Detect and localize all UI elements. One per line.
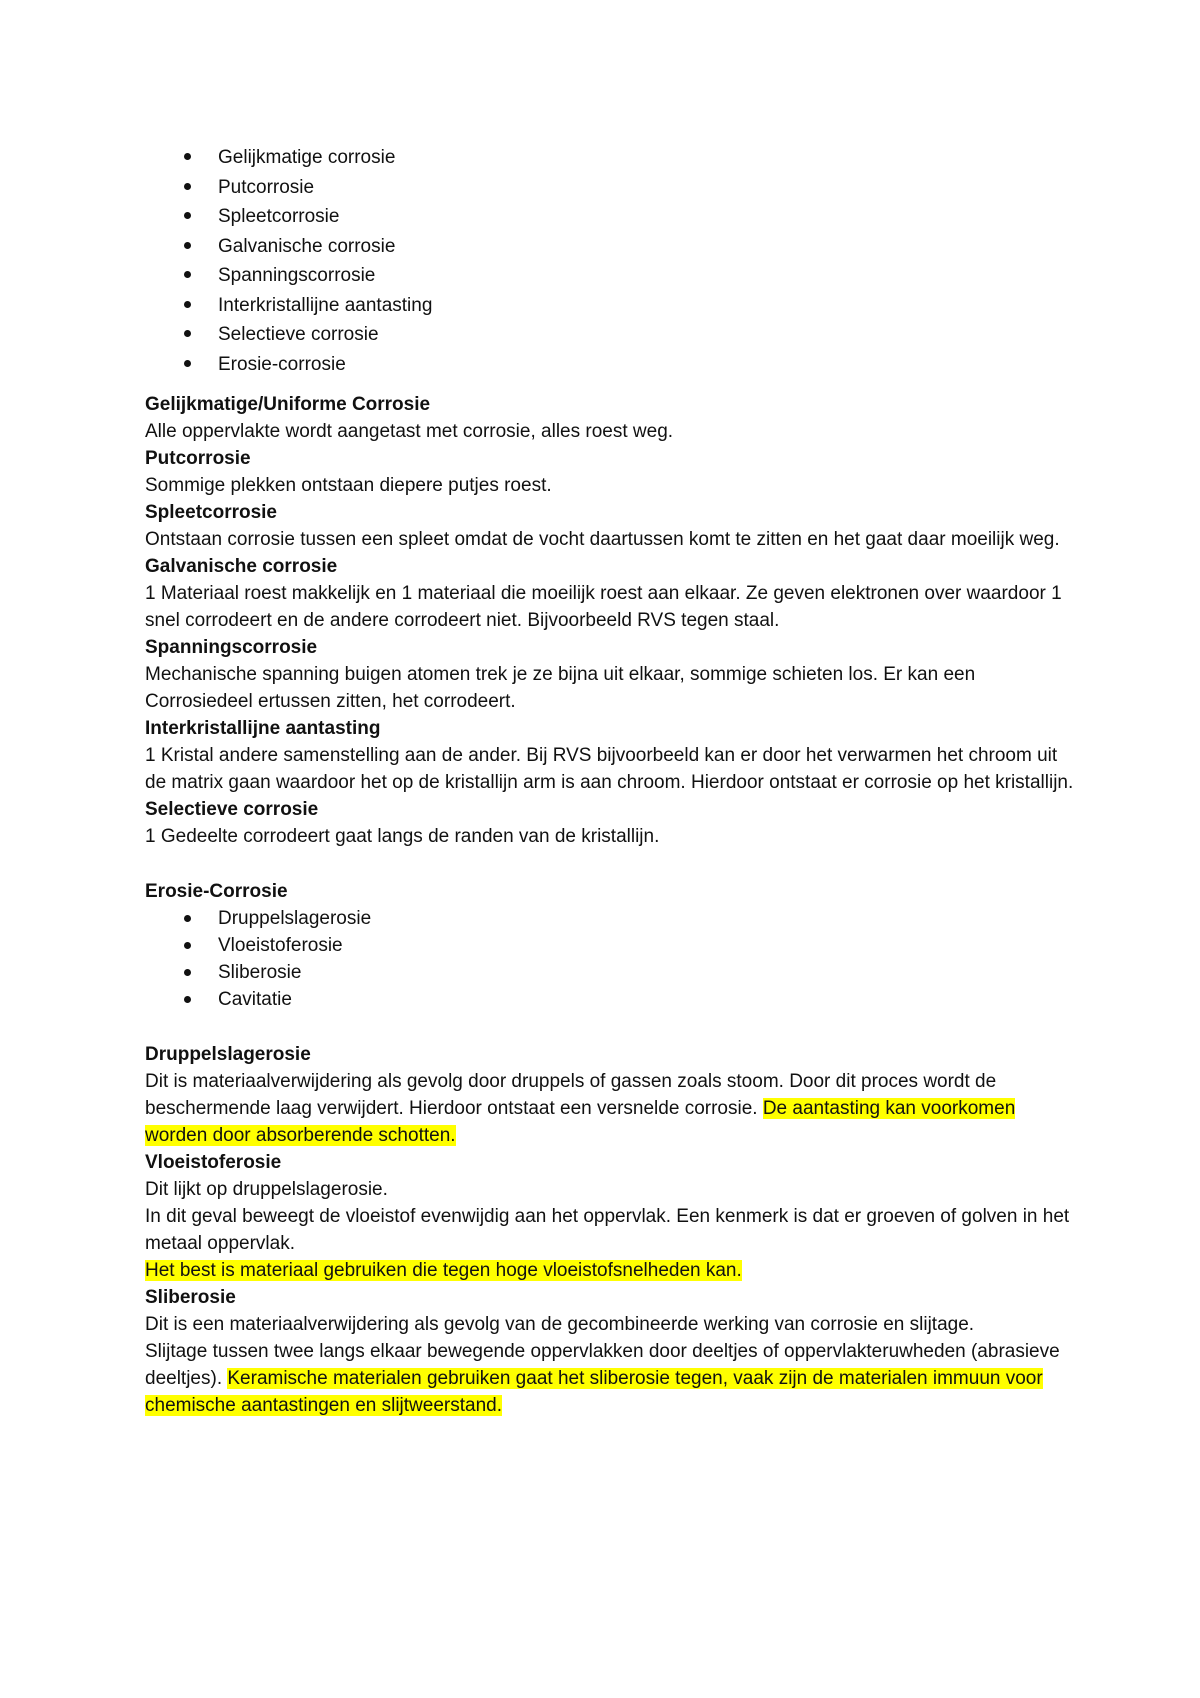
section-text-druppel: Dit is materiaalverwijdering als gevolg door druppels of gassen zoals stoom. Door dit proces wordt de beschermende laag verwijdert. Hierdoor ontstaat een versnelde corrosie. De aantasting kan voorkomen worden door absorberende schotten. bbox=[145, 1071, 1016, 1146]
list-item: Interkristallijne aantasting bbox=[145, 291, 1075, 321]
section-heading-vloeistof: Vloeistoferosie bbox=[145, 1152, 282, 1173]
section-text-slib-1: Dit is een materiaalverwijdering als gevolg van de gecombineerde werking van corrosie en slijtage. bbox=[145, 1314, 975, 1335]
bullet-icon bbox=[184, 969, 191, 976]
bullet-icon bbox=[184, 915, 191, 922]
section-text-spleet: Ontstaan corrosie tussen een spleet omdat de vocht daartussen komt te zitten en het gaat daar moeilijk weg. bbox=[145, 529, 1060, 550]
section-heading-spanning: Spanningscorrosie bbox=[145, 637, 318, 658]
section-heading-erosie: Erosie-Corrosie bbox=[145, 881, 288, 902]
section-text-put: Sommige plekken ontstaan diepere putjes roest. bbox=[145, 475, 552, 496]
bullet-icon bbox=[184, 153, 191, 160]
list-item: Spleetcorrosie bbox=[145, 202, 1075, 232]
section-heading-galvanisch: Galvanische corrosie bbox=[145, 556, 338, 577]
section-text-vloeistof-3 bbox=[145, 1257, 1075, 1284]
section-text-interkristallijn: 1 Kristal andere samenstelling aan de ander. Bij RVS bijvoorbeeld kan er door het verwarmen het chroom uit de matrix gaan waardoor het op de kristallijn arm is aan chroom. Hierdoor ontstaat er corrosie op het kristallijn. bbox=[145, 745, 1074, 793]
section-text-galvanisch: 1 Materiaal roest makkelijk en 1 materiaal die moeilijk roest aan elkaar. Ze geven elektronen over waardoor 1 snel corrodeert en de andere corrodeert niet. Bijvoorbeeld RVS tegen staal. bbox=[145, 583, 1062, 631]
corrosion-types-list bbox=[145, 143, 1075, 379]
highlighted-text: Keramische materialen gebruiken gaat het sliberosie tegen, vaak zijn de materialen immuun voor chemische aantastingen en slijtweerstand. bbox=[145, 1368, 1043, 1416]
bullet-icon bbox=[184, 996, 191, 1003]
section-text-vloeistof-2: In dit geval beweegt de vloeistof evenwijdig aan het oppervlak. Een kenmerk is dat er groeven of golven in het metaal oppervlak. bbox=[145, 1206, 1070, 1254]
list-item: Galvanische corrosie bbox=[145, 232, 1075, 262]
section-heading-druppel: Druppelslagerosie bbox=[145, 1044, 311, 1065]
list-item: Vloeistoferosie bbox=[145, 932, 1075, 959]
list-item: Gelijkmatige corrosie bbox=[145, 143, 1075, 173]
bullet-icon bbox=[184, 360, 191, 367]
bullet-icon bbox=[184, 242, 191, 249]
list-item: Sliberosie bbox=[145, 959, 1075, 986]
section-heading-slib: Sliberosie bbox=[145, 1287, 236, 1308]
section-heading-interkristallijn: Interkristallijne aantasting bbox=[145, 718, 381, 739]
section-text-vloeistof-1: Dit lijkt op druppelslagerosie. bbox=[145, 1179, 388, 1200]
list-item: Putcorrosie bbox=[145, 173, 1075, 203]
list-item: Spanningscorrosie bbox=[145, 261, 1075, 291]
highlighted-text: De aantasting kan voorkomen worden door absorberende schotten. bbox=[145, 1098, 1016, 1146]
section-heading-selectief: Selectieve corrosie bbox=[145, 799, 319, 820]
document-content bbox=[145, 143, 1075, 1419]
bullet-icon bbox=[184, 942, 191, 949]
bullet-icon bbox=[184, 271, 191, 278]
section-heading-put: Putcorrosie bbox=[145, 448, 251, 469]
section-text-selectief: 1 Gedeelte corrodeert gaat langs de randen van de kristallijn. bbox=[145, 826, 660, 847]
list-item: Selectieve corrosie bbox=[145, 320, 1075, 350]
section-text-slib-2: Slijtage tussen twee langs elkaar bewegende oppervlakken door deeltjes of oppervlakteruwheden (abrasieve deeltjes). Keramische materialen gebruiken gaat het sliberosie tegen, vaak zijn de materialen immuun voor chemische aantastingen en slijtweerstand. bbox=[145, 1341, 1060, 1416]
erosion-types-list bbox=[145, 905, 1075, 1013]
highlighted-text: Het best is materiaal gebruiken die tegen hoge vloeistofsnelheden kan. bbox=[145, 1260, 742, 1281]
bullet-icon bbox=[184, 330, 191, 337]
list-item: Erosie-corrosie bbox=[145, 350, 1075, 380]
list-item: Cavitatie bbox=[145, 986, 1075, 1013]
section-heading-spleet: Spleetcorrosie bbox=[145, 502, 277, 523]
bullet-icon bbox=[184, 212, 191, 219]
section-text-spanning: Mechanische spanning buigen atomen trek je ze bijna uit elkaar, sommige schieten los. Er kan een Corrosiedeel ertussen zitten, het corrodeert. bbox=[145, 664, 976, 712]
bullet-icon bbox=[184, 301, 191, 308]
list-item: Druppelslagerosie bbox=[145, 905, 1075, 932]
section-heading-uniform: Gelijkmatige/Uniforme Corrosie bbox=[145, 394, 431, 415]
bullet-icon bbox=[184, 183, 191, 190]
section-text-uniform: Alle oppervlakte wordt aangetast met corrosie, alles roest weg. bbox=[145, 421, 674, 442]
